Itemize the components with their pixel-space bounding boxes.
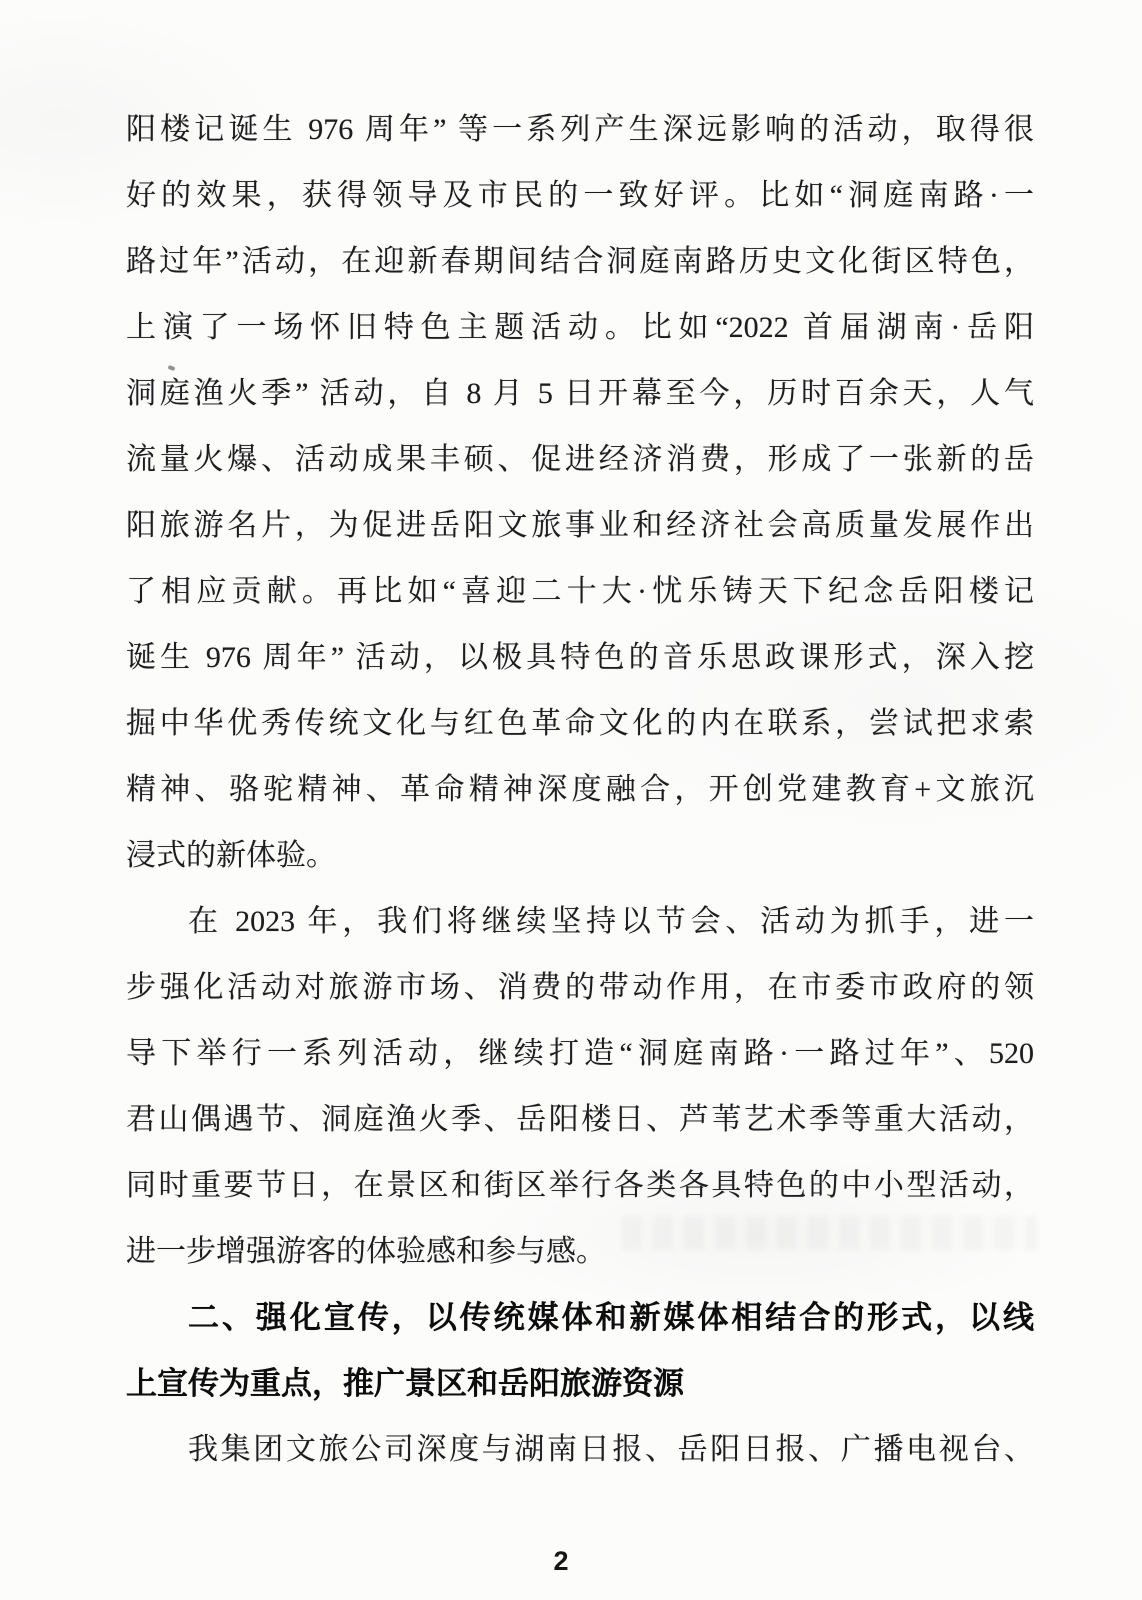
text-line: 诞生 976 周年” 活动，以极具特色的音乐思政课形式，深入挖 xyxy=(126,641,1034,674)
text-line: 阳旅游名片，为促进岳阳文旅事业和经济社会高质量发展作出 xyxy=(126,509,1034,542)
text-line: 了相应贡献。再比如“喜迎二十大·忧乐铸天下纪念岳阳楼记 xyxy=(126,575,1034,608)
text-line: 同时重要节日，在景区和街区举行各类各具特色的中小型活动， xyxy=(126,1169,1034,1202)
text-line: 进一步增强游客的体验感和参与感。 xyxy=(126,1235,606,1268)
text-line: 导下举行一系列活动，继续打造“洞庭南路·一路过年”、520 xyxy=(126,1037,1034,1070)
text-line: 流量火爆、活动成果丰硕、促进经济消费，形成了一张新的岳 xyxy=(126,443,1034,476)
bleed-through-artifact xyxy=(622,1216,1037,1250)
text-line: 浸式的新体验。 xyxy=(126,839,336,872)
page-number: 2 xyxy=(553,1546,569,1576)
text-line: 阳楼记诞生 976 周年” 等一系列产生深远影响的活动，取得很 xyxy=(126,113,1034,146)
text-line: 精神、骆驼精神、革命精神深度融合，开创党建教育+文旅沉 xyxy=(126,773,1034,806)
text-line: 在 2023 年，我们将继续坚持以节会、活动为抓手，进一 xyxy=(188,905,1034,938)
text-line: 掘中华优秀传统文化与红色革命文化的内在联系，尝试把求索 xyxy=(126,707,1034,740)
section-heading-line: 二、强化宣传，以传统媒体和新媒体相结合的形式，以线 xyxy=(188,1300,1034,1335)
text-line: 我集团文旅公司深度与湖南日报、岳阳日报、广播电视台、 xyxy=(188,1433,1034,1466)
document-body xyxy=(126,97,1034,1483)
text-line: 君山偶遇节、洞庭渔火季、岳阳楼日、芦苇艺术季等重大活动， xyxy=(126,1103,1034,1136)
text-line: 步强化活动对旅游市场、消费的带动作用，在市委市政府的领 xyxy=(126,971,1034,1004)
text-line: 路过年”活动，在迎新春期间结合洞庭南路历史文化街区特色， xyxy=(126,245,1034,278)
section-heading-line: 上宣传为重点，推广景区和岳阳旅游资源 xyxy=(126,1366,684,1401)
text-line: 洞庭渔火季” 活动，自 8 月 5 日开幕至今，历时百余天，人气 xyxy=(126,377,1034,410)
text-line: 上演了一场怀旧特色主题活动。比如“2022 首届湖南·岳阳 xyxy=(126,311,1034,344)
text-line: 好的效果，获得领导及市民的一致好评。比如“洞庭南路·一 xyxy=(126,179,1034,212)
